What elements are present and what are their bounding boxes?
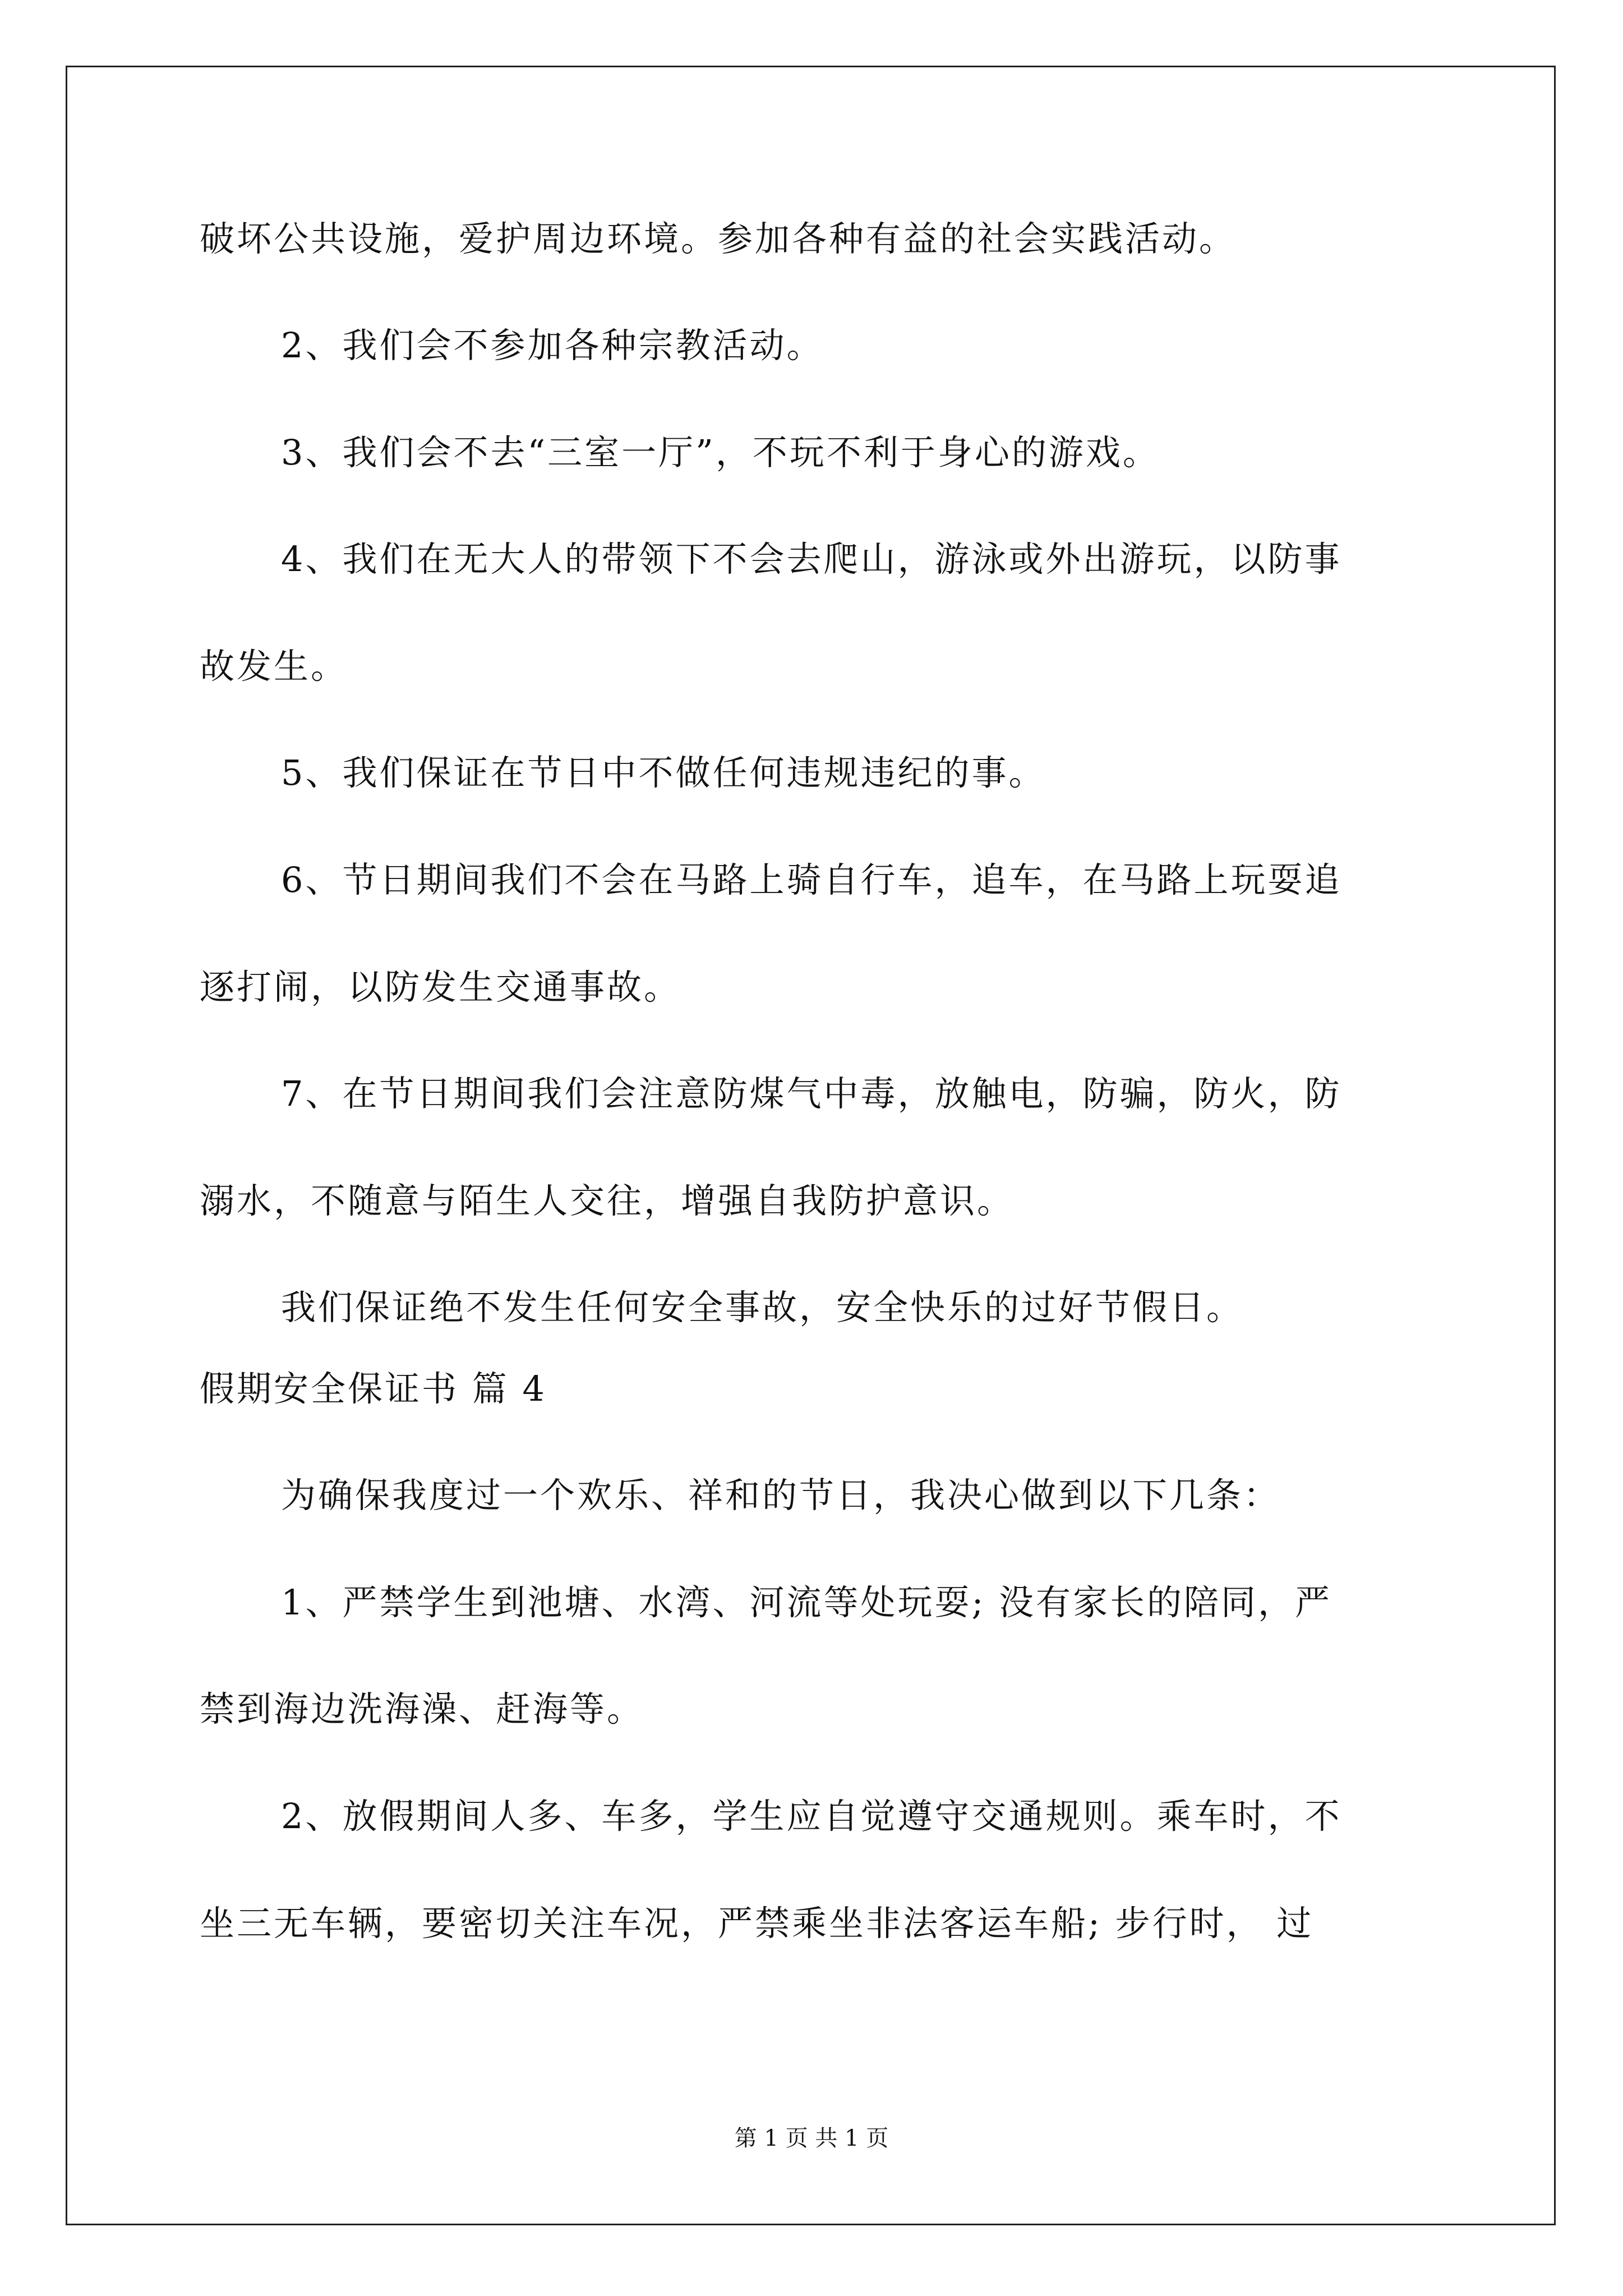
text-line: 1、严禁学生到池塘、水湾、河流等处玩耍; 没有家长的陪同，严 xyxy=(281,1582,1332,1623)
text-line: 2、放假期间人多、车多，学生应自觉遵守交通规则。乘车时，不 xyxy=(281,1796,1342,1837)
text-line: 坐三无车辆，要密切关注车况，严禁乘坐非法客运车船; 步行时， 过 xyxy=(200,1903,1314,1944)
page-border xyxy=(66,66,1556,2225)
text-line: 4、我们在无大人的带领下不会去爬山，游泳或外出游玩，以防事 xyxy=(281,539,1342,579)
text-line: 2、我们会不参加各种宗教活动。 xyxy=(281,325,824,366)
text-line: 破坏公共设施，爱护周边环境。参加各种有益的社会实践活动。 xyxy=(200,218,1237,259)
text-line: 故发生。 xyxy=(200,646,348,687)
page-number-footer: 第 1 页 共 1 页 xyxy=(734,2125,889,2151)
text-line: 我们保证绝不发生任何安全事故，安全快乐的过好节假日。 xyxy=(281,1287,1244,1328)
text-line: 6、节日期间我们不会在马路上骑自行车，追车，在马路上玩耍追 xyxy=(281,859,1342,900)
text-line: 3、我们会不去“三室一厅”，不玩不利于身心的游戏。 xyxy=(281,432,1160,473)
text-line: 7、在节日期间我们会注意防煤气中毒，放触电，防骗，防火，防 xyxy=(281,1073,1342,1114)
text-line: 禁到海边洗海澡、赶海等。 xyxy=(200,1688,644,1729)
text-line: 5、我们保证在节日中不做任何违规违纪的事。 xyxy=(281,752,1046,793)
text-line: 逐打闹，以防发生交通事故。 xyxy=(200,967,681,1007)
text-line: 为确保我度过一个欢乐、祥和的节日，我决心做到以下几条： xyxy=(281,1475,1281,1516)
text-line: 溺水，不随意与陌生人交往，增强自我防护意识。 xyxy=(200,1180,1015,1221)
section-heading: 假期安全保证书 篇 4 xyxy=(200,1368,547,1409)
